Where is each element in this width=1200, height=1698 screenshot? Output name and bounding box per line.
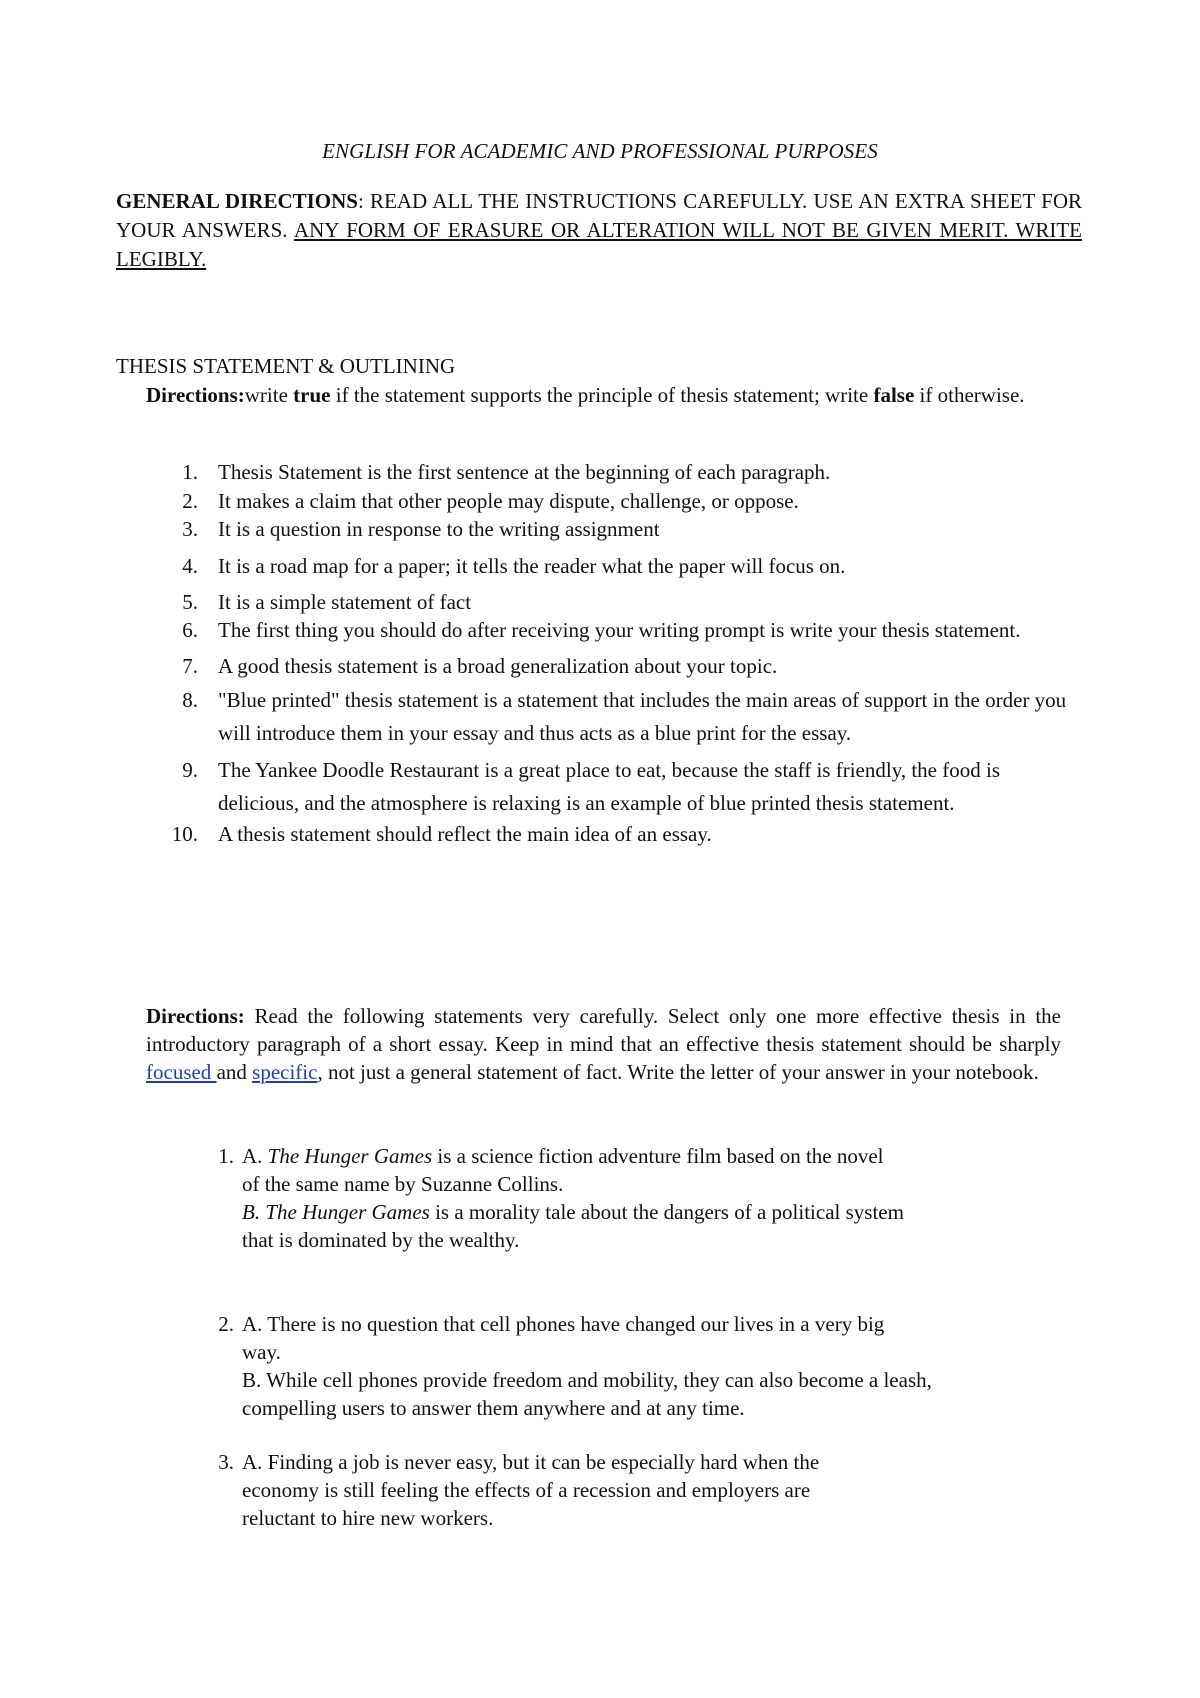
item-number: 10.	[171, 822, 198, 846]
question-number: 3.	[218, 1450, 234, 1474]
item-text: It is a simple statement of fact	[218, 590, 472, 614]
list-item	[168, 487, 1068, 515]
list-item	[168, 552, 1068, 580]
item-text: A thesis statement should reflect the main idea of an essay.	[218, 822, 712, 846]
question-options	[242, 1448, 1042, 1532]
option-a-text: is a science fiction adventure film based on the novel	[432, 1144, 884, 1168]
option-b-text: is a morality tale about the dangers of a political system	[429, 1200, 904, 1224]
option-a-title: The Hunger Games	[267, 1144, 433, 1168]
option-b-prefix: B.	[242, 1200, 266, 1224]
option-a-line-1: A. There is no question that cell phones have changed our lives in a very big	[242, 1312, 885, 1336]
option-a-prefix: A.	[242, 1144, 268, 1168]
list-item	[168, 616, 1068, 644]
item-number: 7.	[182, 654, 198, 678]
question-number: 1.	[218, 1144, 234, 1168]
thesis-directions	[146, 380, 1066, 410]
item-number: 9.	[182, 758, 198, 782]
general-directions-text: : READ ALL THE INSTRUCTIONS CAREFULLY. USE AN EXTRA SHEET FOR YOUR ANSWERS.	[116, 189, 1083, 242]
general-directions-label: GENERAL DIRECTIONS	[116, 189, 358, 213]
selection-directions-text-1: Read the following statements very carefully. Select only one more effective thesis in the introductory paragraph of a short essay. Keep in mind that an effective thesis statement should be sharply	[146, 1004, 1061, 1056]
question-options	[242, 1310, 1042, 1422]
question-number: 2.	[218, 1312, 234, 1336]
option-b-line-2: that is dominated by the wealthy.	[242, 1228, 520, 1252]
thesis-selection-directions	[146, 1002, 1061, 1086]
true-word: true	[293, 383, 331, 407]
item-text: A good thesis statement is a broad generalization about your topic.	[218, 654, 778, 678]
list-item	[168, 754, 1068, 820]
item-number: 2.	[182, 489, 198, 513]
option-a-line-3: reluctant to hire new workers.	[242, 1506, 494, 1530]
specific-link[interactable]: specific	[252, 1060, 318, 1084]
option-b-line-1: B. While cell phones provide freedom and mobility, they can also become a leash,	[242, 1368, 932, 1392]
question-options	[242, 1142, 1042, 1254]
option-b-line-1	[242, 1198, 1042, 1226]
item-number: 5.	[182, 590, 198, 614]
true-false-list	[168, 458, 1068, 848]
option-a-line-1: A. Finding a job is never easy, but it can be especially hard when the	[242, 1450, 820, 1474]
list-item	[168, 588, 1068, 616]
list-item	[168, 458, 1068, 486]
selection-directions-label: Directions:	[146, 1004, 245, 1028]
option-a-line-1	[242, 1142, 1042, 1170]
option-a-line-2: way.	[242, 1340, 281, 1364]
option-b-title: The Hunger Games	[265, 1200, 430, 1224]
item-text: The Yankee Doodle Restaurant is a great place to eat, because the staff is friendly, the food is delicious, and the atmosphere is relaxing is an example of blue printed thesis statement.	[218, 758, 1000, 815]
item-text: "Blue printed" thesis statement is a statement that includes the main areas of support in the order you will introduce them in your essay and thus acts as a blue print for the essay.	[218, 688, 1067, 745]
item-text: It is a road map for a paper; it tells the reader what the paper will focus on.	[218, 554, 846, 578]
focused-link[interactable]: focused	[146, 1060, 217, 1084]
thesis-directions-label: Directions:	[146, 383, 245, 407]
option-a-line-2: economy is still feeling the effects of a recession and employers are	[242, 1478, 811, 1502]
list-item	[168, 820, 1068, 848]
thesis-directions-text-2: if the statement supports the principle of thesis statement; write	[330, 383, 874, 407]
item-text: It is a question in response to the writing assignment	[218, 517, 660, 541]
item-text: The first thing you should do after receiving your writing prompt is write your thesis statement.	[218, 618, 1021, 642]
thesis-directions-text-3: if otherwise.	[914, 383, 1025, 407]
item-number: 3.	[182, 517, 198, 541]
item-number: 4.	[182, 554, 198, 578]
item-number: 8.	[182, 688, 198, 712]
general-directions-warning: ANY FORM OF ERASURE OR ALTERATION WILL NOT BE GIVEN MERIT. WRITE LEGIBLY.	[116, 218, 1083, 271]
section-heading-thesis: THESIS STATEMENT & OUTLINING	[116, 354, 456, 378]
list-item	[168, 515, 1068, 543]
selection-directions-text-3: , not just a general statement of fact. Write the letter of your answer in your notebook.	[317, 1060, 1039, 1084]
document-title: ENGLISH FOR ACADEMIC AND PROFESSIONAL PURPOSES	[322, 139, 878, 163]
selection-directions-text-2: and	[216, 1060, 253, 1084]
item-number: 1.	[182, 460, 198, 484]
thesis-directions-text-1: write	[244, 383, 294, 407]
option-b-line-2: compelling users to answer them anywhere and at any time.	[242, 1396, 745, 1420]
item-text: Thesis Statement is the first sentence at the beginning of each paragraph.	[218, 460, 831, 484]
list-item	[168, 684, 1068, 750]
item-text: It makes a claim that other people may dispute, challenge, or oppose.	[218, 489, 799, 513]
general-directions	[116, 187, 1082, 274]
option-a-line-2: of the same name by Suzanne Collins.	[242, 1172, 564, 1196]
false-word: false	[873, 383, 915, 407]
list-item	[168, 652, 1068, 680]
item-number: 6.	[182, 618, 198, 642]
